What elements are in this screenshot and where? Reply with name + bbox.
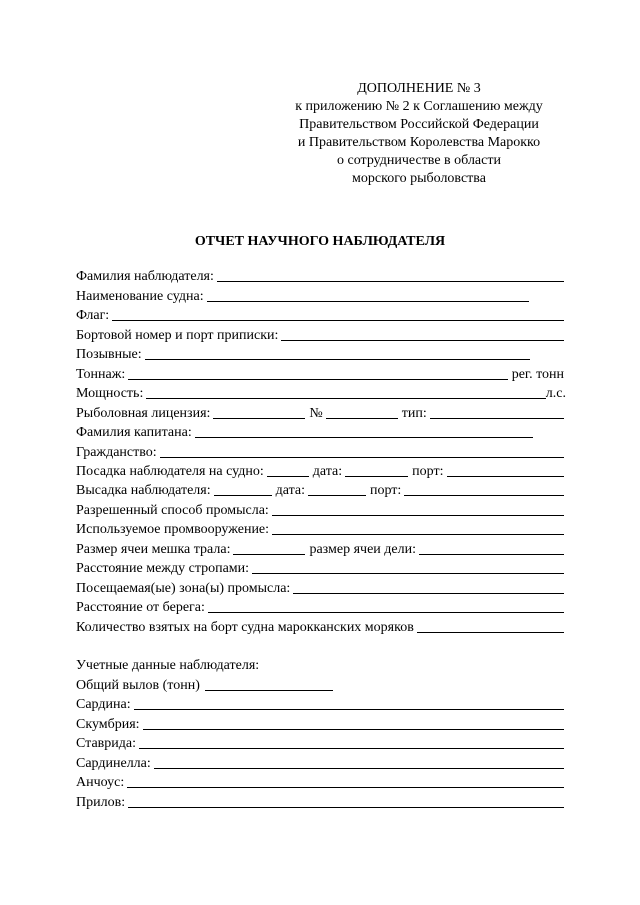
field-label: Сардинелла:: [76, 756, 151, 771]
vessel-name-field[interactable]: [207, 288, 529, 302]
tonnage-field[interactable]: [128, 366, 507, 380]
field-label: №: [309, 406, 323, 421]
mesh-row: [76, 541, 564, 559]
field-label: Размер ячеи мешка трала:: [76, 542, 231, 557]
header-line: морского рыболовства: [352, 171, 486, 186]
fishing-method-row: [76, 502, 564, 520]
field-label: Тоннаж:: [76, 367, 126, 382]
line-distance-row: [76, 560, 564, 578]
field-label: Флаг:: [76, 308, 110, 323]
header-line: и Правительством Королевства Марокко: [297, 135, 541, 150]
wing-mesh-field[interactable]: [419, 541, 564, 555]
form-title: ОТЧЕТ НАУЧНОГО НАБЛЮДАТЕЛЯ: [194, 234, 446, 249]
citizenship-field[interactable]: [160, 444, 564, 458]
field-label: Рыболовная лицензия:: [76, 406, 211, 421]
captain-row: [76, 424, 564, 442]
tonnage-row: [76, 366, 564, 384]
bycatch-row: [76, 794, 564, 812]
field-label: порт:: [369, 483, 402, 498]
call-sign-field[interactable]: [145, 346, 530, 360]
field-label: Используемое промвооружение:: [76, 522, 270, 537]
unit-label: л.с.: [545, 386, 566, 401]
field-label: Гражданство:: [76, 445, 157, 460]
field-label: Бортовой номер и порт приписки:: [76, 328, 279, 343]
captain-surname-field[interactable]: [195, 424, 533, 438]
field-label: тип:: [401, 406, 427, 421]
field-label: размер ячеи дели:: [309, 542, 416, 557]
license-field[interactable]: [213, 405, 305, 419]
field-label: Мощность:: [76, 386, 144, 401]
unit-label: рег. тонн: [511, 367, 564, 382]
total-catch-row: [76, 677, 564, 695]
mackerel-row: [76, 716, 564, 734]
mackerel-field[interactable]: [143, 716, 564, 730]
horse-mackerel-row: [76, 735, 564, 753]
field-label: Количество взятых на борт судна марокканских моряков: [76, 620, 414, 635]
disembark-field[interactable]: [214, 482, 272, 496]
field-label: Расстояние от берега:: [76, 600, 205, 615]
sardinella-row: [76, 755, 564, 773]
field-label: Скумбрия:: [76, 717, 140, 732]
power-field[interactable]: [146, 385, 545, 399]
field-label: дата:: [312, 464, 343, 479]
zones-row: [76, 580, 564, 598]
disembark-row: [76, 482, 564, 500]
field-label: Наименование судна:: [76, 289, 204, 304]
field-label: Расстояние между стропами:: [76, 561, 250, 576]
shore-distance-row: [76, 599, 564, 617]
anchovy-row: [76, 774, 564, 792]
flag-field[interactable]: [112, 307, 564, 321]
observer-surname-row: [76, 268, 564, 286]
disembark-date-field[interactable]: [308, 482, 366, 496]
boarding-field[interactable]: [267, 463, 309, 477]
observer-surname-field[interactable]: [217, 268, 564, 282]
field-label: Разрешенный способ промысла:: [76, 503, 269, 518]
field-label: Высадка наблюдателя:: [76, 483, 211, 498]
license-row: [76, 405, 564, 423]
license-type-field[interactable]: [430, 405, 564, 419]
moroccan-sailors-row: [76, 619, 564, 637]
anchovy-field[interactable]: [127, 774, 564, 788]
power-row: [76, 385, 566, 403]
disembark-port-field[interactable]: [404, 482, 564, 496]
header-line: ДОПОЛНЕНИЕ № 3: [357, 81, 481, 96]
flag-row: [76, 307, 564, 325]
fishing-method-field[interactable]: [272, 502, 564, 516]
board-number-field[interactable]: [281, 327, 564, 341]
sardine-field[interactable]: [134, 696, 564, 710]
citizenship-row: [76, 444, 564, 462]
field-label: порт:: [412, 464, 444, 479]
boarding-port-field[interactable]: [447, 463, 565, 477]
header-line: Правительством Российской Федерации: [299, 117, 539, 132]
zones-field[interactable]: [293, 580, 564, 594]
gear-field[interactable]: [272, 521, 564, 535]
document-header: [230, 80, 608, 188]
total-catch-field[interactable]: [205, 677, 333, 691]
field-label: дата:: [275, 483, 305, 498]
field-label: Фамилия наблюдателя:: [76, 269, 214, 284]
field-label: Прилов:: [76, 795, 126, 810]
sardinella-field[interactable]: [154, 755, 564, 769]
horse-mackerel-field[interactable]: [139, 735, 564, 749]
field-label: Сардина:: [76, 697, 131, 712]
vessel-name-row: [76, 288, 564, 306]
field-label: Посещаемая(ые) зона(ы) промысла:: [76, 581, 291, 596]
bycatch-field[interactable]: [128, 794, 564, 808]
field-label: Посадка наблюдателя на судно:: [76, 464, 264, 479]
field-label: Ставрида:: [76, 736, 136, 751]
field-label: Общий вылов (тонн): [76, 678, 200, 693]
field-label: Позывные:: [76, 347, 142, 362]
license-number-field[interactable]: [326, 405, 398, 419]
header-line: о сотрудничестве в области: [337, 153, 501, 168]
call-sign-row: [76, 346, 564, 364]
boarding-row: [76, 463, 564, 481]
field-label: Фамилия капитана:: [76, 425, 192, 440]
board-number-row: [76, 327, 564, 345]
trawl-mesh-field[interactable]: [233, 541, 305, 555]
line-distance-field[interactable]: [252, 560, 564, 574]
shore-distance-field[interactable]: [208, 599, 564, 613]
field-label: Анчоус:: [76, 775, 125, 790]
records-heading: Учетные данные наблюдателя:: [76, 658, 260, 673]
gear-row: [76, 521, 564, 539]
header-line: к приложению № 2 к Соглашению между: [295, 99, 543, 114]
sardine-row: [76, 696, 564, 714]
moroccan-sailors-field[interactable]: [417, 619, 564, 633]
boarding-date-field[interactable]: [345, 463, 408, 477]
